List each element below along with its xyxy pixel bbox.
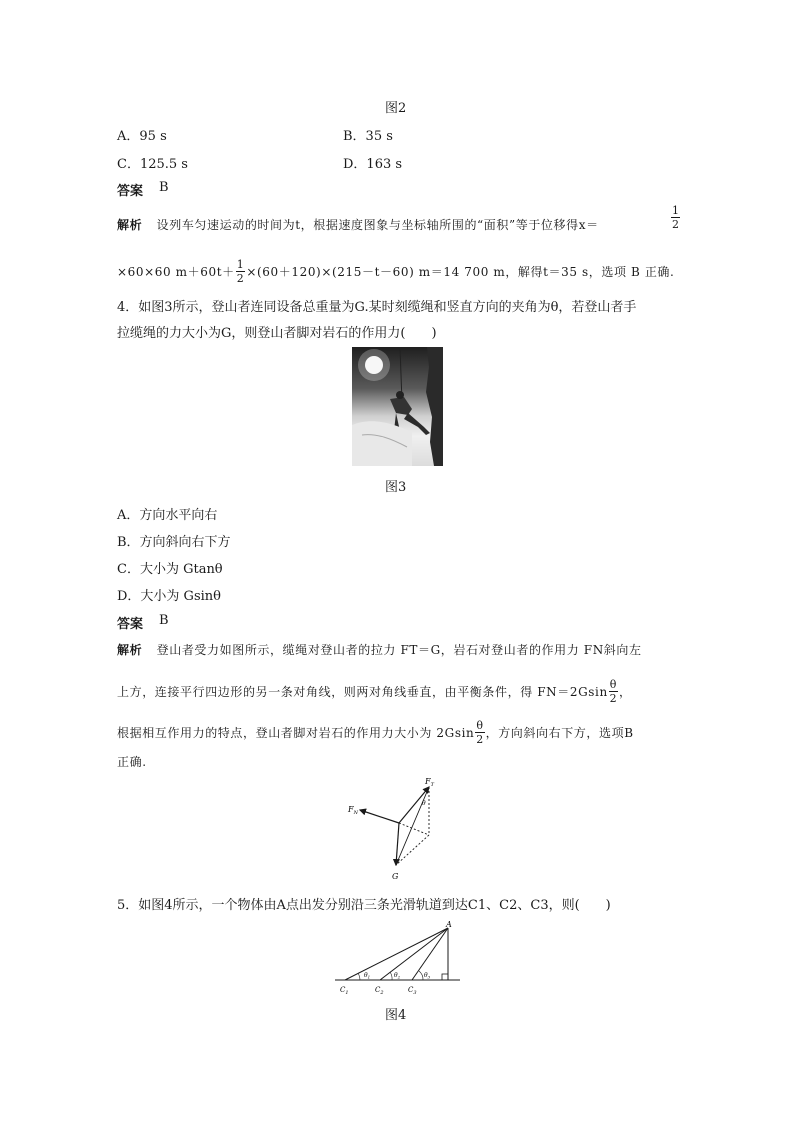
- q4-analysis-line4: 正确.: [117, 755, 147, 769]
- q4-stem-line2: 拉缆绳的力大小为G，则登山者脚对岩石的作用力( ): [117, 326, 437, 341]
- label-fn: $F_N$: [348, 805, 358, 816]
- track-c3: [412, 928, 448, 980]
- q3-fraction-1: $\frac{1}{2}$: [672, 204, 679, 231]
- fig3-caption: 图3: [385, 480, 407, 495]
- fig4-caption: 图4: [385, 1008, 407, 1023]
- q3-option-c: C．125.5 s: [117, 157, 188, 172]
- diagonal: [396, 787, 429, 865]
- label-c2: $C_2$: [375, 986, 384, 996]
- dashed-diagonal: [399, 823, 429, 835]
- q4-option-d: D．大小为 Gsinθ: [117, 589, 221, 604]
- q4-analysis-line1: [117, 641, 642, 658]
- q3-analysis-label: 解析: [117, 218, 143, 232]
- q3-analysis-text2b: ×(60＋120)×(215－t－60) m＝14 700 m，解得t＝35 s，选项 B 正确.: [246, 265, 675, 279]
- q4-analysis-label: 解析: [117, 643, 143, 657]
- label-theta2: $\theta_2$: [394, 972, 401, 980]
- q4-option-b: B．方向斜向右下方: [117, 535, 231, 550]
- label-theta3: $\theta_3$: [424, 972, 431, 980]
- q3-option-d: D．163 s: [343, 157, 403, 172]
- right-angle-mark: [442, 974, 448, 980]
- q3-analysis-line2: ×60×60 m＋60t＋ $\frac{1}{2}$ ×(60＋120)×(215－t－60) m＝14 700 m，解得t＝35 s，选项 B 正确.: [117, 258, 675, 285]
- q3-analysis-text2a: ×60×60 m＋60t＋: [117, 265, 235, 279]
- q4-answer: B: [159, 613, 169, 628]
- q3-option-a: A．95 s: [117, 129, 167, 144]
- q4-analysis-text3a: 根据相互作用力的特点，登山者脚对岩石的作用力大小为 2Gsin: [117, 726, 475, 740]
- q4-analysis-text2: 上方，连接平行四边形的另一条对角线，则两对角线垂直，由平衡条件，得 FN＝2Gsin: [117, 685, 608, 699]
- q4-option-a: A．方向水平向右: [117, 508, 218, 523]
- q4-option-c: C．大小为 Gtanθ: [117, 562, 223, 577]
- track-diagram: [330, 918, 465, 998]
- q4-analysis-line2: 上方，连接平行四边形的另一条对角线，则两对角线垂直，由平衡条件，得 FN＝2Gsin $\frac{\theta}{2}$ ，: [117, 678, 632, 705]
- label-c3: $C_3$: [408, 986, 417, 996]
- label-theta: θ: [422, 800, 426, 807]
- q3-answer-label: 答案: [117, 184, 144, 199]
- q3-analysis-text1: 设列车匀速运动的时间为t，根据速度图象与坐标轴所围的“面积”等于位移得x＝: [156, 218, 599, 232]
- q4-answer-label: 答案: [117, 617, 144, 632]
- q4-analysis-line3: 根据相互作用力的特点，登山者脚对岩石的作用力大小为 2Gsin $\frac{\theta}{2}$ ，方向斜向右下方，选项B: [117, 719, 634, 746]
- force-diagram: [340, 775, 450, 885]
- dashed-side: [396, 835, 429, 865]
- q4-analysis-text3b: ，方向斜向右下方，选项B: [485, 726, 634, 740]
- q4-stem-line1: 4．如图3所示，登山者连同设备总重量为G.某时刻缆绳和竖直方向的夹角为θ，若登山者手: [117, 300, 637, 315]
- climber-photo: [352, 347, 443, 466]
- label-c1: $C_1$: [340, 986, 349, 996]
- q3-option-b: B．35 s: [343, 129, 393, 144]
- label-ft: $F_T$: [425, 777, 434, 788]
- fn-vector: [360, 810, 399, 823]
- label-g: G: [392, 872, 399, 881]
- q4-analysis-text1: 登山者受力如图所示，缆绳对登山者的拉力 FT＝G，岩石对登山者的作用力 FN斜向左: [156, 643, 642, 657]
- label-theta1: $\theta_1$: [364, 972, 371, 980]
- label-a: A: [446, 920, 452, 929]
- q3-answer: B: [159, 180, 169, 195]
- q5-stem: 5．如图4所示，一个物体由A点出发分别沿三条光滑轨道到达C1、C2、C3，则( ): [117, 898, 611, 913]
- q3-analysis-line1: [117, 216, 599, 233]
- fig2-caption: 图2: [385, 101, 407, 116]
